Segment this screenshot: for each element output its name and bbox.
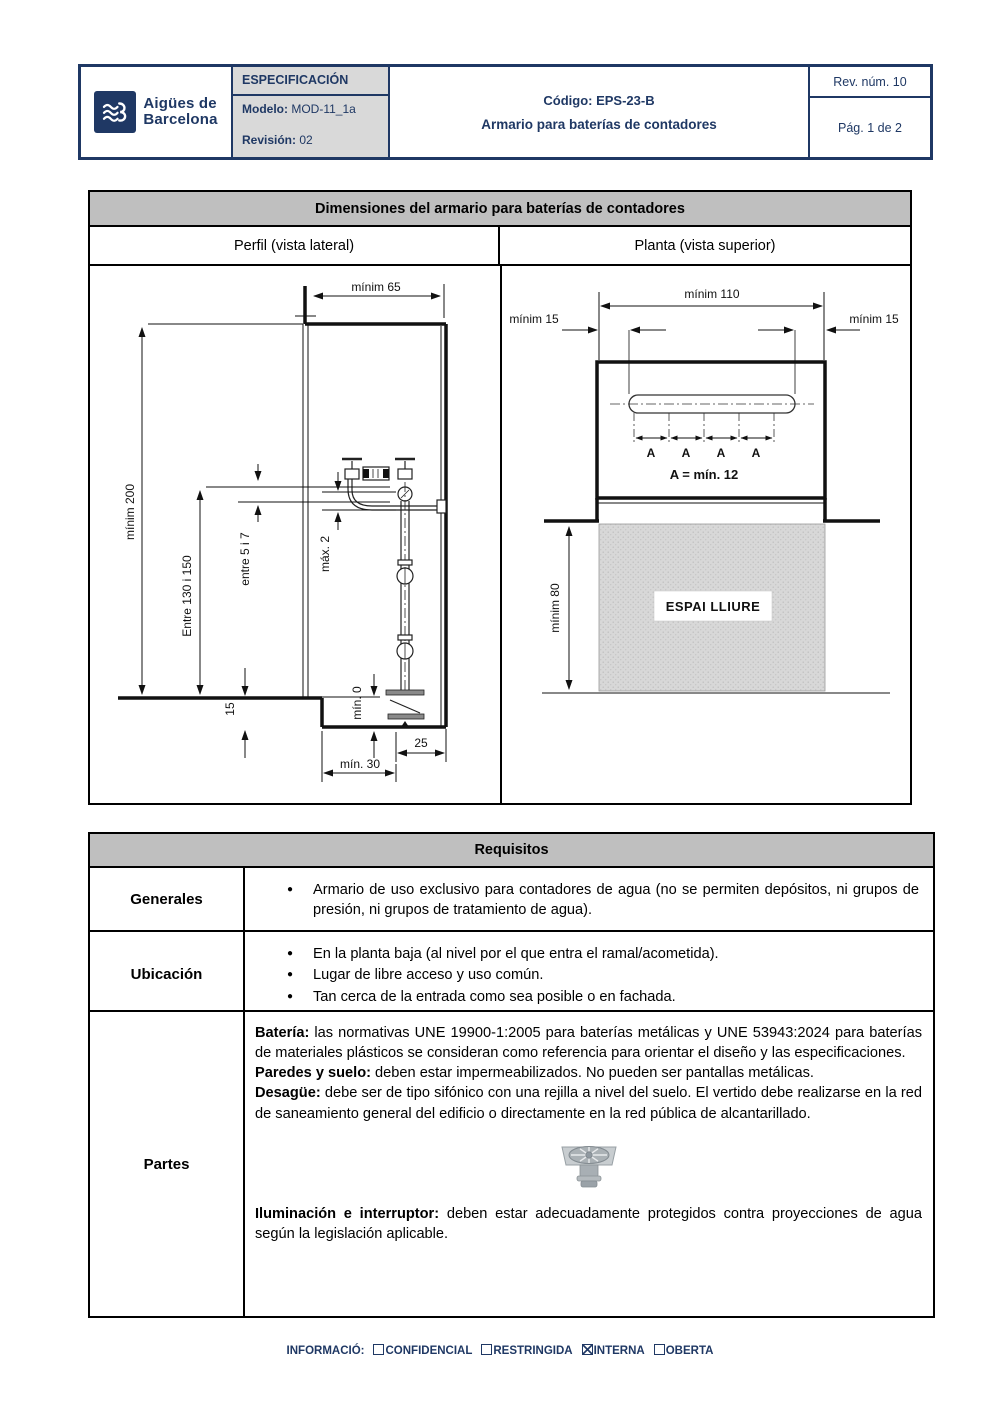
footer-item	[582, 1345, 645, 1357]
footer-checkbox-2	[582, 1344, 593, 1355]
list-item	[287, 987, 919, 1007]
partes-paragraph-desague	[255, 1083, 922, 1123]
label-a1: A	[646, 446, 656, 460]
planta-drawing-cell	[502, 266, 912, 803]
model-label: Modelo:	[242, 102, 288, 116]
revision-value: 02	[296, 133, 313, 147]
iluminacion-lead: Iluminación e interruptor:	[255, 1206, 440, 1223]
partes-label: Partes	[90, 1012, 245, 1316]
requisitos-table	[88, 832, 935, 1318]
revision-page-cell	[810, 67, 930, 157]
bullet-icon: ●	[287, 990, 294, 1002]
bullet-icon: ●	[287, 948, 294, 959]
row-ubicacion	[90, 932, 933, 1012]
dim-25: 25	[414, 736, 428, 750]
ubicacion-bullet-1: En la planta baja (al nivel por el que entra el ramal/acometida).	[313, 946, 719, 962]
planta-drawing	[502, 266, 912, 803]
requisitos-title: Requisitos	[90, 834, 933, 868]
footer-item-label: INTERNA	[593, 1345, 645, 1357]
ubicacion-content	[245, 932, 933, 1017]
footer-checkbox-0	[373, 1344, 384, 1355]
dim-min110: mínim 110	[684, 287, 740, 301]
footer-item	[654, 1345, 714, 1357]
dim-min0: mín. 0	[350, 686, 364, 720]
footer-item-label: CONFIDENCIAL	[385, 1345, 473, 1357]
bullet-icon: ●	[287, 884, 294, 895]
dimensions-title: Dimensiones del armario para baterías de contadores	[90, 192, 910, 227]
dim-entre130: Entre 130 i 150	[180, 555, 194, 637]
desague-lead: Desagüe:	[255, 1085, 321, 1102]
row-partes	[90, 1012, 933, 1316]
title-cell	[390, 67, 810, 157]
footer-checkbox-1	[481, 1344, 492, 1355]
dimensions-drawings	[90, 266, 910, 803]
label-a3: A	[716, 446, 726, 460]
paredes-text: deben estar impermeabilizados. No pueden ser pantallas metálicas.	[371, 1065, 814, 1082]
footer-checkbox-3	[654, 1344, 665, 1355]
desague-text: debe ser de tipo sifónico con una rejilla a nivel del suelo. El vertido debe realizarse en la red de saneamiento general del edificio o directamente en la red pública de alcantarillado.	[255, 1085, 922, 1122]
floor-drain-icon	[554, 1131, 624, 1189]
dimensions-subheaders	[90, 227, 910, 266]
logo-line1: Aigües de	[143, 94, 217, 112]
doc-type-label: ESPECIFICACIÓN	[233, 67, 388, 96]
planta-header: Planta (vista superior)	[634, 237, 776, 254]
perfil-drawing	[90, 266, 500, 803]
list-item	[287, 965, 919, 985]
dim-max2: máx. 2	[318, 535, 332, 573]
perfil-drawing-cell	[90, 266, 502, 803]
doc-code: Código: EPS-23-B	[543, 92, 655, 108]
dim-min80: mínim 80	[548, 583, 562, 633]
rev-num: Rev. núm. 10	[810, 67, 930, 98]
doc-title: Armario para baterías de contadores	[481, 116, 717, 132]
revision-label: Revisión:	[242, 133, 297, 147]
footer-item	[373, 1345, 472, 1357]
page-num: Pág. 1 de 2	[838, 120, 902, 135]
partes-content	[245, 1012, 933, 1316]
dim-min15-left: mínim 15	[509, 312, 559, 326]
spec-cell	[233, 67, 390, 157]
dim-entre57: entre 5 i 7	[238, 532, 252, 586]
row-generales	[90, 868, 933, 932]
dimensions-table	[88, 190, 912, 805]
partes-paragraph-bateria	[255, 1023, 922, 1063]
bateria-lead: Batería:	[255, 1025, 310, 1041]
bullet-icon: ●	[287, 969, 294, 981]
partes-paragraph-paredes	[255, 1063, 922, 1083]
generales-content	[245, 868, 933, 931]
paredes-lead: Paredes y suelo:	[255, 1065, 371, 1082]
ubicacion-bullet-3: Tan cerca de la entrada como sea posible o en fachada.	[313, 988, 676, 1005]
model-value: MOD-11_1a	[288, 102, 356, 116]
classification-footer	[0, 1344, 1000, 1357]
footer-item	[481, 1345, 572, 1357]
generales-label: Generales	[90, 868, 245, 931]
label-a2: A	[681, 446, 691, 460]
list-item	[287, 880, 919, 921]
model-row	[233, 96, 388, 127]
logo-cell	[81, 67, 233, 157]
document-header	[78, 64, 933, 160]
logo-wordmark	[143, 96, 217, 128]
ubicacion-bullet-2: Lugar de libre acceso y uso común.	[313, 967, 544, 984]
label-a4: A	[751, 446, 761, 460]
dim-min200: mínim 200	[123, 483, 137, 541]
perfil-header: Perfil (vista lateral)	[90, 227, 500, 264]
footer-item-label: OBERTA	[665, 1345, 714, 1357]
aigues-logo-icon	[94, 91, 136, 133]
logo-line2: Barcelona	[143, 111, 218, 128]
footer-item-label: RESTRINGIDA	[493, 1345, 573, 1357]
footer-label: INFORMACIÓ:	[286, 1345, 365, 1357]
dim-min30: mín. 30	[339, 757, 381, 771]
ubicacion-label: Ubicación	[90, 932, 245, 1017]
bateria-text: las normativas UNE 19900-1:2005 para baterías metálicas y UNE 53943:2024 para baterías de materiales plásticos se consideran como referencia para orientar el diseño y las especificaciones.	[255, 1025, 922, 1062]
partes-paragraph-iluminacion	[255, 1204, 922, 1244]
list-item	[287, 944, 919, 964]
dim-min15-right: mínim 15	[849, 312, 899, 326]
label-a-eq: A = mín. 12	[669, 467, 739, 482]
revision-row	[233, 127, 388, 157]
label-espai-lliure: ESPAI LLIURE	[665, 599, 761, 614]
iluminacion-text: deben estar adecuadamente protegidos contra proyecciones de agua según la legislación aplicable.	[255, 1206, 922, 1243]
dim-15: 15	[223, 702, 237, 716]
drain-image-wrap	[255, 1131, 922, 1195]
dim-min65: mínim 65	[351, 280, 401, 294]
generales-bullet-1: Armario de uso exclusivo para contadores de agua (no se permiten depósitos, ni grupos de presión, ni grupos de tratamiento de agua).	[313, 882, 919, 919]
